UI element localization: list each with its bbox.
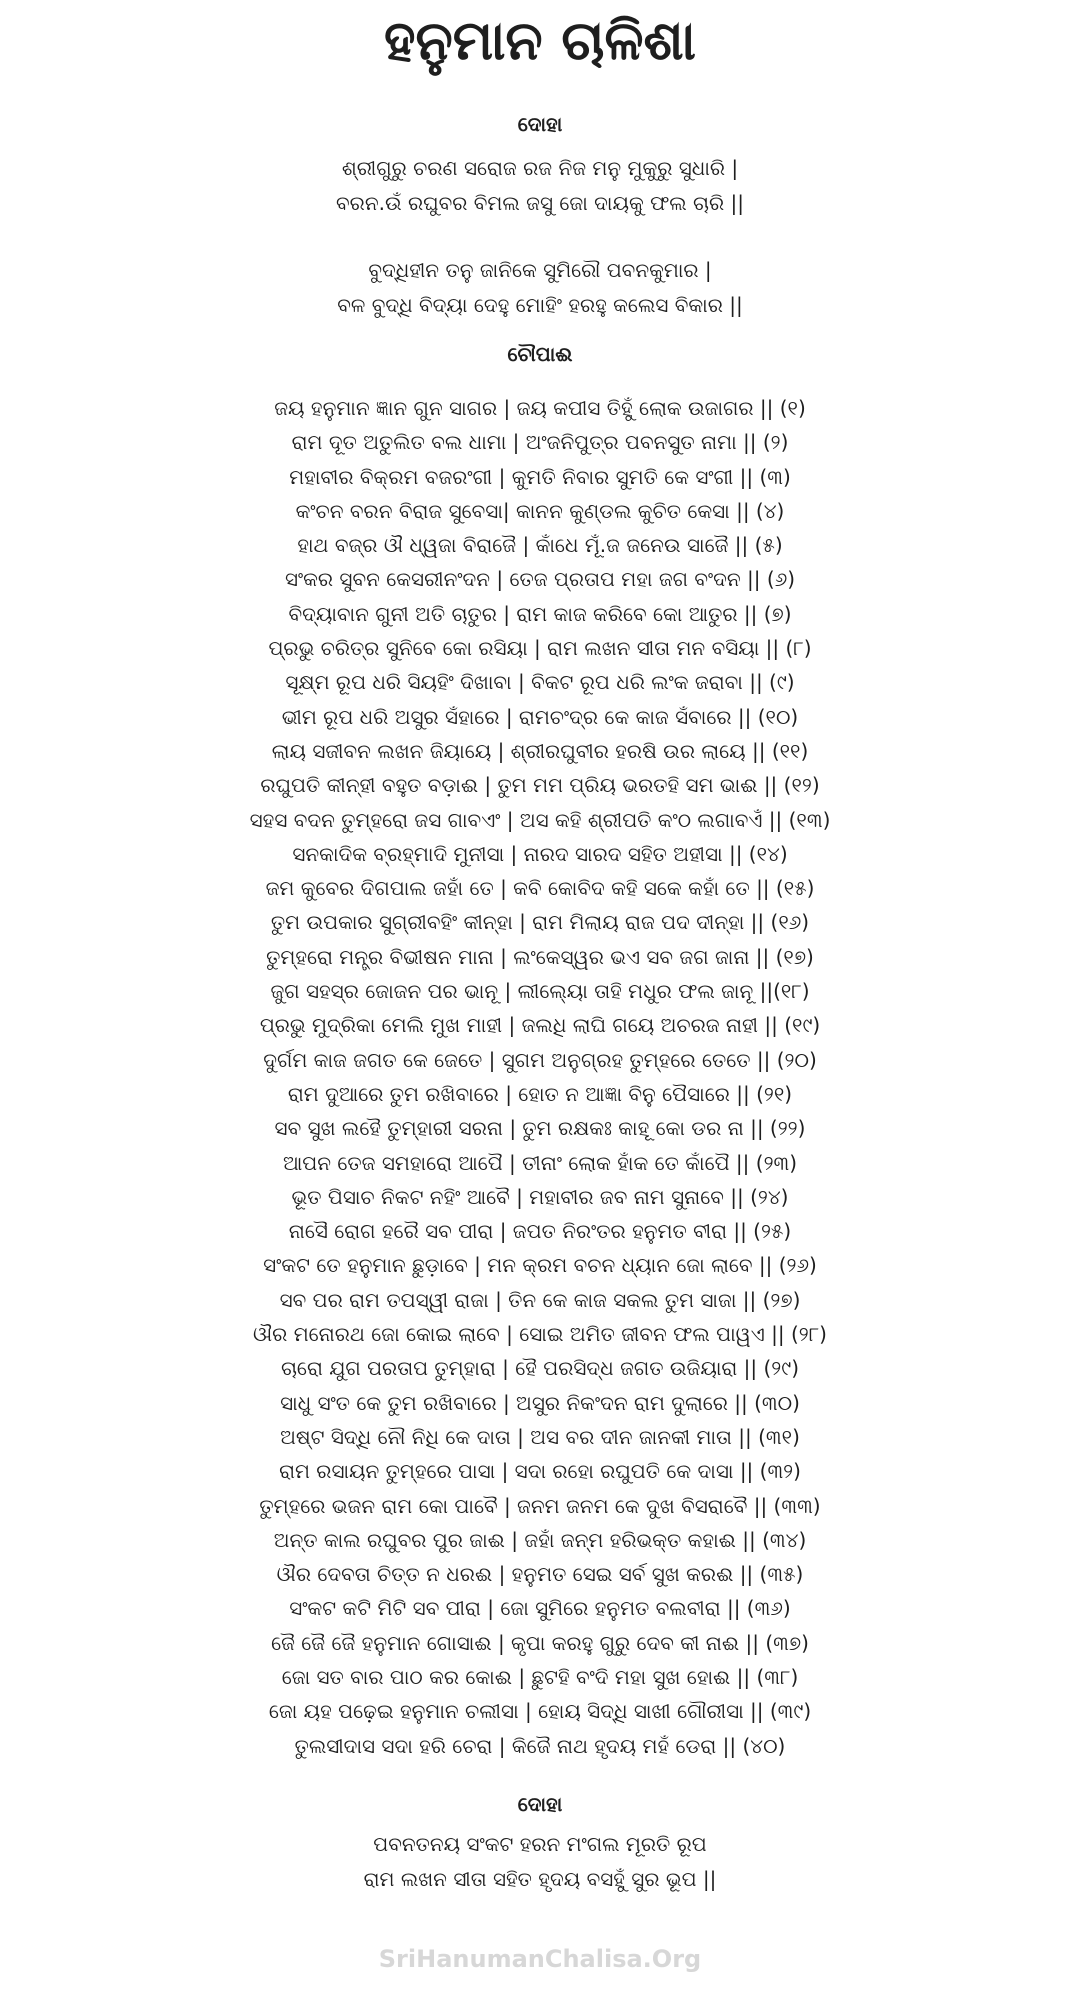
doha-heading: ଦୋହା (517, 112, 563, 136)
verse-line: ବରନ.ଉଁ ରଘୁବର ବିମଲ ଜସୁ ଜୋ ଦାୟକୁ ଫଲ ଚାରି || (336, 191, 744, 215)
chaupai-line: ଔର ଦେବତା ଚିତ୍ତ ନ ଧରଈ | ହନୁମତ ସେଇ ସର୍ବ ସୁଖ କରଈ || (୩୫) (276, 1562, 804, 1587)
chaupai-line: ପ୍ରଭୁ ଚରିତ୍ର ସୁନିବେ କୋ ରସିୟା | ରାମ ଲଖନ ସୀତା ମନ ବସିୟା || (୮) (268, 636, 812, 661)
chaupai-line: ଜୋ ସତ ବାର ପାଠ କର କୋଈ | ଛୁଟହି ବଂଦି ମହା ସୁଖ ହୋଈ || (୩୮) (281, 1664, 799, 1689)
doha-verse-1 (0, 151, 1080, 221)
site-watermark: SriHanumanChalisa.Org (378, 1945, 702, 1973)
chaupai-line: କଂଚନ ବରନ ବିରାଜ ସୁବେସା| କାନନ କୁଣ୍ଡଲ କୁଚିତ କେସା || (୪) (295, 498, 785, 523)
verse-line: ବଳ ବୁଦ୍ଧି ବିଦ୍ୟା ଦେହୁ ମୋହିଂ ହରହୁ କଲେସ ବିକାର || (337, 293, 743, 317)
verse-line: ବୁଦ୍ଧିହୀନ ତନୁ ଜାନିକେ ସୁମିରୌ ପବନକୁମାର | (368, 258, 712, 282)
chaupai-line: ଭୂତ ପିସାଚ ନିକଟ ନହିଂ ଆବୈ | ମହାବୀର ଜବ ନାମ ସୁନାବେ || (୨୪) (291, 1184, 789, 1209)
chaupai-line: ଔର ମନୋରଥ ଜୋ କୋଇ ଲାବେ | ସୋଇ ଅମିତ ଜୀବନ ଫଲ ପାୱଏ || (୨୮) (253, 1322, 827, 1347)
chaupai-verses (0, 391, 1080, 1763)
chaupai-line: ଅଷ୍ଟ ସିଦ୍ଧି ନୌ ନିଧି କେ ଦାତା | ଅସ ବର ଦୀନ ଜାନକୀ ମାତା || (୩୧) (280, 1424, 800, 1449)
closing-doha-heading: ଦୋହା (517, 1792, 563, 1816)
verse-line: ରାମ ଲଖନ ସୀତା ସହିତ ହୃଦୟ ବସହୁଁ ସୁର ଭୂପ || (363, 1867, 717, 1891)
chaupai-line: ଭୀମ ରୂପ ଧରି ଅସୁର ସଁହାରେ | ରାମଚଂଦ୍ର କେ କାଜ ସଁବାରେ || (୧୦) (281, 704, 799, 729)
chaupai-line: ତୁମ ଉପକାର ସୁଗ୍ରୀବହିଂ କୀନ୍ହା | ରାମ ମିଲାୟ ରାଜ ପଦ ଦୀନ୍ହା || (୧୬) (270, 910, 810, 935)
chaupai-line: ରାମ ରସାୟନ ତୁମ୍ହରେ ପାସା | ସଦା ରହୋ ରଘୁପତି କେ ଦାସା || (୩୨) (279, 1459, 801, 1484)
chaupai-line: ଜୟ ହନୁମାନ ଜ୍ଞାନ ଗୁନ ସାଗର | ଜୟ କପୀସ ତିହୁଁ ଲୋକ ଉଜାଗର || (୧) (274, 396, 806, 420)
chaupai-line: ଜୁଗ ସହସ୍ର ଜୋଜନ ପର ଭାନୂ | ଲୀଲ୍ୟୋ ତାହି ମଧୁର ଫଲ ଜାନୂ ||(୧୮) (270, 979, 810, 1004)
chaupai-line: ଲାୟ ସଜୀବନ ଲଖନ ଜିୟାୟେ | ଶ୍ରୀରଘୁବୀର ହରଷି ଉର ଲାୟେ || (୧୧) (271, 738, 809, 763)
chaupai-line: ସନକାଦିକ ବ୍ରହ୍ମାଦି ମୁନୀସା | ନାରଦ ସାରଦ ସହିତ ଅହୀସା || (୧୪) (292, 841, 788, 866)
chaupai-heading: ଚୌପାଈ (507, 342, 573, 366)
chaupai-line: ସଂକର ସୁବନ କେସରୀନଂଦନ | ତେଜ ପ୍ରତାପ ମହା ଜଗ ବଂଦନ || (୬) (284, 567, 796, 592)
chaupai-line: ତୁଲସୀଦାସ ସଦା ହରି ଚେରା | କିଜୈ ନାଥ ହୃଦୟ ମହଁ ଡେରା || (୪୦) (294, 1733, 786, 1758)
verse-line: ପବନତନୟ ସଂକଟ ହରନ ମଂଗଲ ମୂରତି ରୂପ (373, 1832, 707, 1856)
chaupai-line: ସବ ସୁଖ ଲହୈ ତୁମ୍ହାରୀ ସରନା | ତୁମ ରକ୍ଷକଃ କାହୂ କୋ ଡର ନା || (୨୨) (274, 1116, 806, 1141)
chaupai-line: ବିଦ୍ୟାବାନ ଗୁନୀ ଅତି ଚାତୁର | ରାମ କାଜ କରିବେ କୋ ଆତୁର || (୭) (288, 601, 792, 626)
chaupai-line: ରଘୁପତି କୀନ୍ହୀ ବହୁତ ବଡ଼ାଈ | ତୁମ ମମ ପ୍ରିୟ ଭରତହି ସମ ଭାଈ || (୧୨) (260, 773, 820, 798)
page-title: ହନୁମାନ ଚାଳିଶା (384, 9, 696, 72)
chaupai-line: ରାମ ଦୂତ ଅତୁଲିତ ବଲ ଧାମା | ଅଂଜନିପୁତ୍ର ପବନସୁତ ନାମା || (୨) (291, 430, 789, 455)
chaupai-line: ଜୋ ୟହ ପଢ଼େଇ ହନୁମାନ ଚଲୀସା | ହୋୟ ସିଦ୍ଧି ସାଖୀ ଗୌରୀସା || (୩୯) (268, 1699, 812, 1724)
chaupai-line: ରାମ ଦୁଆରେ ତୁମ ରଖିବାରେ | ହୋତ ନ ଆଜ୍ଞା ବିନୁ ପୈସାରେ || (୨୧) (287, 1081, 793, 1106)
chaupai-line: ଚାରୋ ଯୁଗ ପରତାପ ତୁମ୍ହାରା | ହୈ ପରସିଦ୍ଧ ଜଗତ ଉଜିୟାରା || (୨୯) (280, 1356, 799, 1381)
doha-verse-2 (0, 253, 1080, 323)
chaupai-line: ଜମ କୁବେର ଦିଗପାଲ ଜହାଁ ତେ | କବି କୋବିଦ କହି ସକେ କହାଁ ତେ || (୧୫) (265, 876, 815, 901)
chaupai-line: ପ୍ରଭୁ ମୁଦ୍ରିକା ମେଲି ମୁଖ ମାହୀ | ଜଲଧି ଲାଘି ଗୟେ ଅଚରଜ ନାହୀ || (୧୯) (259, 1013, 821, 1038)
chaupai-line: ଆପନ ତେଜ ସମହାରୋ ଆପୈ | ତୀନାଂ ଲୋକ ହାଁକ ତେ କାଁପୈ || (୨୩) (282, 1150, 798, 1175)
chaupai-line: ହାଥ ବଜ୍ର ଔ ଧ୍ୱଜା ବିରାଜୈ | କାଁଧେ ମୂଁ.ଜ ଜନେଉ ସାଜୈ || (୫) (297, 533, 783, 558)
chaupai-line: ସବ ପର ରାମ ତପସ୍ୱୀ ରାଜା | ତିନ କେ କାଜ ସକଲ ତୁମ ସାଜା || (୨୭) (279, 1287, 801, 1312)
verse-line: ଶ୍ରୀଗୁରୁ ଚରଣ ସରୋଜ ରଜ ନିଜ ମନୁ ମୁକୁରୁ ସୁଧାରି | (341, 156, 739, 180)
chaupai-line: ସହସ ବଦନ ତୁମ୍ହରୋ ଜସ ଗାବଏଂ | ଅସ କହି ଶ୍ରୀପତି କଂଠ ଲଗାବଏଁ || (୧୩) (249, 807, 831, 832)
chaupai-line: ଦୁର୍ଗମ କାଜ ଜଗତ କେ ଜେତେ | ସୁଗମ ଅନୁଗ୍ରହ ତୁମ୍ହରେ ତେତେ || (୨୦) (263, 1047, 817, 1072)
chaupai-line: ନାସୈ ରୋଗ ହରୈ ସବ ପୀରା | ଜପତ ନିରଂତର ହନୁମତ ବୀରା || (୨୫) (288, 1219, 792, 1244)
chaupai-line: ତୁମ୍ହରେ ଭଜନ ରାମ କୋ ପାବୈ | ଜନମ ଜନମ କେ ଦୁଖ ବିସରାବୈ || (୩୩) (259, 1493, 821, 1518)
chaupai-line: ସଂକଟ କଟି ମିଟି ସବ ପୀରା | ଜୋ ସୁମିରେ ହନୁମତ ବଲବୀରା || (୩୬) (289, 1596, 791, 1621)
chaupai-line: ତୁମ୍ହରୋ ମନ୍ତ୍ର ବିଭୀଷନ ମାନା | ଲଂକେସ୍ୱର ଭଏ ସବ ଜଗ ଜାନା || (୧୭) (266, 944, 814, 969)
chaupai-line: ଜୈ ଜୈ ଜୈ ହନୁମାନ ଗୋସାଈ | କୃପା କରହୁ ଗୁରୁ ଦେବ କୀ ନାଈ || (୩୭) (271, 1630, 809, 1655)
chaupai-line: ସୂକ୍ଷ୍ମ ରୂପ ଧରି ସିୟହିଂ ଦିଖାବା | ବିକଟ ରୂପ ଧରି ଲଂକ ଜରାବା || (୯) (285, 670, 795, 695)
closing-doha-verse (0, 1827, 1080, 1897)
chaupai-line: ଅନ୍ତ କାଲ ରଘୁବର ପୁର ଜାଈ | ଜହାଁ ଜନ୍ମ ହରିଭକ୍ତ କହାଈ || (୩୪) (273, 1527, 807, 1552)
chaupai-line: ସଂକଟ ତେ ହନୁମାନ ଛୁଡ଼ାବେ | ମନ କ୍ରମ ବଚନ ଧ୍ୟାନ ଜୋ ଲାବେ || (୨୬) (263, 1253, 817, 1278)
chaupai-line: ସାଧୁ ସଂତ କେ ତୁମ ରଖିବାରେ | ଅସୁର ନିକଂଦନ ରାମ ଦୁଲାରେ || (୩୦) (280, 1390, 800, 1415)
chaupai-line: ମହାବୀର ବିକ୍ରମ ବଜରଂଗୀ | କୁମତି ନିବାର ସୁମତି କେ ସଂଗୀ || (୩) (289, 464, 791, 489)
